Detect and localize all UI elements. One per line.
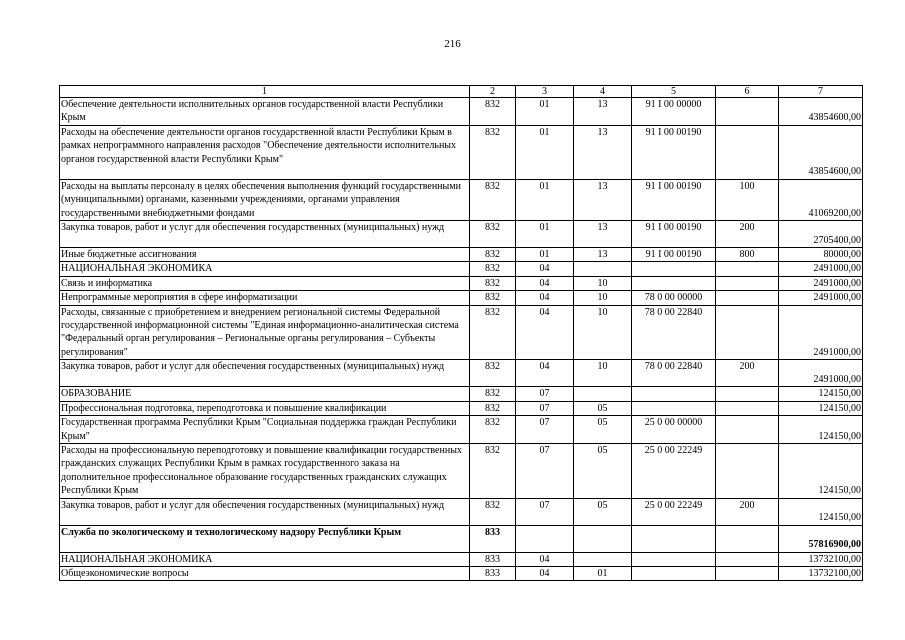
- expense-type-code: [716, 525, 779, 552]
- section-code: 04: [516, 262, 574, 276]
- expense-name: Закупка товаров, работ и услуг для обеспечения государственных (муниципальных) нужд: [60, 360, 470, 387]
- budget-table: [59, 85, 863, 581]
- expense-name: НАЦИОНАЛЬНАЯ ЭКОНОМИКА: [60, 262, 470, 276]
- subsection-code: 13: [574, 98, 632, 126]
- ministry-code: 832: [470, 443, 516, 498]
- column-header: 7: [779, 86, 863, 98]
- target-article-code: 91 I 00 00190: [632, 248, 716, 262]
- amount: 124150,00: [779, 498, 863, 525]
- section-code: 07: [516, 498, 574, 525]
- ministry-code: 832: [470, 498, 516, 525]
- target-article-code: [632, 566, 716, 580]
- section-code: 07: [516, 401, 574, 415]
- target-article-code: 91 I 00 00190: [632, 221, 716, 248]
- expense-name: Служба по экологическому и технологическому надзору Республики Крым: [60, 525, 470, 552]
- table-row: [60, 179, 863, 220]
- amount: 124150,00: [779, 416, 863, 444]
- target-article-code: 25 0 00 22249: [632, 498, 716, 525]
- section-code: 01: [516, 179, 574, 220]
- amount: 2491000,00: [779, 276, 863, 290]
- subsection-code: 13: [574, 248, 632, 262]
- section-code: 01: [516, 125, 574, 179]
- target-article-code: [632, 552, 716, 566]
- section-code: 01: [516, 98, 574, 126]
- target-article-code: [632, 387, 716, 401]
- expense-name: Расходы на профессиональную переподготовку и повышение квалификации государственных гражданских служащих Республики Крым в рамках государственного заказа на дополнительное профессиональное образование государственных гражданских служащих Республики Крым: [60, 443, 470, 498]
- section-code: 04: [516, 360, 574, 387]
- expense-name: ОБРАЗОВАНИЕ: [60, 387, 470, 401]
- subsection-code: 10: [574, 360, 632, 387]
- table-row: [60, 125, 863, 179]
- target-article-code: 91 I 00 00000: [632, 98, 716, 126]
- expense-name: Расходы, связанные с приобретением и внедрением региональной системы Федеральной государственной информационной системы "Единая информационно-аналитическая система "Федеральный орган регулирования – Региональные органы регулирования – Субъекты регулирования": [60, 305, 470, 360]
- expense-type-code: 800: [716, 248, 779, 262]
- column-header: 2: [470, 86, 516, 98]
- amount: 124150,00: [779, 443, 863, 498]
- subsection-code: 05: [574, 443, 632, 498]
- target-article-code: 91 I 00 00190: [632, 125, 716, 179]
- expense-type-code: [716, 552, 779, 566]
- section-code: 04: [516, 305, 574, 360]
- table-row: [60, 416, 863, 444]
- expense-name: Закупка товаров, работ и услуг для обеспечения государственных (муниципальных) нужд: [60, 498, 470, 525]
- section-code: 07: [516, 416, 574, 444]
- ministry-code: 832: [470, 305, 516, 360]
- subsection-code: 05: [574, 416, 632, 444]
- section-code: 04: [516, 552, 574, 566]
- expense-name: Непрограммные мероприятия в сфере информатизации: [60, 291, 470, 305]
- table-row: [60, 360, 863, 387]
- table-row: [60, 498, 863, 525]
- expense-type-code: [716, 276, 779, 290]
- amount: 124150,00: [779, 387, 863, 401]
- expense-name: Общеэкономические вопросы: [60, 566, 470, 580]
- table-row: [60, 221, 863, 248]
- section-code: [516, 525, 574, 552]
- expense-type-code: [716, 387, 779, 401]
- target-article-code: [632, 525, 716, 552]
- table-row: [60, 276, 863, 290]
- amount: 43854600,00: [779, 125, 863, 179]
- subsection-code: [574, 525, 632, 552]
- table-row: [60, 305, 863, 360]
- subsection-code: 10: [574, 276, 632, 290]
- table-row: [60, 98, 863, 126]
- ministry-code: 832: [470, 221, 516, 248]
- section-code: 07: [516, 443, 574, 498]
- table-row: [60, 248, 863, 262]
- ministry-code: 832: [470, 179, 516, 220]
- subsection-code: 10: [574, 291, 632, 305]
- column-number-row: [60, 86, 863, 98]
- column-header: 6: [716, 86, 779, 98]
- subsection-code: [574, 552, 632, 566]
- ministry-code: 832: [470, 98, 516, 126]
- ministry-code: 832: [470, 262, 516, 276]
- expense-type-code: 200: [716, 360, 779, 387]
- ministry-code: 832: [470, 291, 516, 305]
- ministry-code: 833: [470, 552, 516, 566]
- expense-type-code: [716, 566, 779, 580]
- expense-name: Расходы на обеспечение деятельности органов государственной власти Республики Крым в рамках непрограммного направления расходов "Обеспечение деятельности исполнительных органов государственной власти Республики Крым": [60, 125, 470, 179]
- expense-type-code: [716, 305, 779, 360]
- ministry-code: 833: [470, 566, 516, 580]
- section-code: 04: [516, 566, 574, 580]
- section-code: 01: [516, 221, 574, 248]
- subsection-code: 13: [574, 125, 632, 179]
- ministry-code: 832: [470, 401, 516, 415]
- expense-type-code: [716, 291, 779, 305]
- target-article-code: [632, 276, 716, 290]
- amount: 41069200,00: [779, 179, 863, 220]
- column-header: 1: [60, 86, 470, 98]
- target-article-code: 78 0 00 22840: [632, 305, 716, 360]
- table-row: [60, 443, 863, 498]
- column-header: 3: [516, 86, 574, 98]
- target-article-code: 25 0 00 00000: [632, 416, 716, 444]
- ministry-code: 833: [470, 525, 516, 552]
- table-row: [60, 387, 863, 401]
- table-row: [60, 401, 863, 415]
- expense-name: Расходы на выплаты персоналу в целях обеспечения выполнения функций государственными (муниципальными) органами, казенными учреждениями, органами управления государственными внебюджетными фондами: [60, 179, 470, 220]
- section-code: 01: [516, 248, 574, 262]
- expense-type-code: [716, 125, 779, 179]
- page-number: 216: [444, 38, 461, 50]
- amount: 2491000,00: [779, 305, 863, 360]
- subsection-code: 13: [574, 179, 632, 220]
- subsection-code: [574, 262, 632, 276]
- table-row: [60, 566, 863, 580]
- expense-name: Иные бюджетные ассигнования: [60, 248, 470, 262]
- target-article-code: [632, 262, 716, 276]
- expense-type-code: [716, 443, 779, 498]
- target-article-code: 78 0 00 22840: [632, 360, 716, 387]
- ministry-code: 832: [470, 416, 516, 444]
- column-header: 4: [574, 86, 632, 98]
- expense-type-code: 100: [716, 179, 779, 220]
- amount: 80000,00: [779, 248, 863, 262]
- ministry-code: 832: [470, 360, 516, 387]
- amount: 13732100,00: [779, 552, 863, 566]
- target-article-code: 91 I 00 00190: [632, 179, 716, 220]
- ministry-code: 832: [470, 387, 516, 401]
- amount: 2491000,00: [779, 291, 863, 305]
- expense-name: Обеспечение деятельности исполнительных органов государственной власти Республики Крым: [60, 98, 470, 126]
- amount: 43854600,00: [779, 98, 863, 126]
- subsection-code: 05: [574, 401, 632, 415]
- section-code: 07: [516, 387, 574, 401]
- target-article-code: [632, 401, 716, 415]
- subsection-code: 13: [574, 221, 632, 248]
- subsection-code: 01: [574, 566, 632, 580]
- expense-type-code: [716, 401, 779, 415]
- table-row: [60, 291, 863, 305]
- ministry-code: 832: [470, 248, 516, 262]
- expense-name: Связь и информатика: [60, 276, 470, 290]
- expense-type-code: [716, 416, 779, 444]
- amount: 2705400,00: [779, 221, 863, 248]
- expense-type-code: 200: [716, 498, 779, 525]
- table-row: [60, 552, 863, 566]
- expense-name: Государственная программа Республики Крым "Социальная поддержка граждан Республики Крым": [60, 416, 470, 444]
- subsection-code: 10: [574, 305, 632, 360]
- ministry-code: 832: [470, 276, 516, 290]
- target-article-code: 78 0 00 00000: [632, 291, 716, 305]
- section-code: 04: [516, 291, 574, 305]
- table-row: [60, 262, 863, 276]
- amount: 2491000,00: [779, 360, 863, 387]
- subsection-code: [574, 387, 632, 401]
- column-header: 5: [632, 86, 716, 98]
- subsection-code: 05: [574, 498, 632, 525]
- expense-type-code: [716, 98, 779, 126]
- amount: 13732100,00: [779, 566, 863, 580]
- amount: 57816900,00: [779, 525, 863, 552]
- target-article-code: 25 0 00 22249: [632, 443, 716, 498]
- section-code: 04: [516, 276, 574, 290]
- amount: 2491000,00: [779, 262, 863, 276]
- expense-name: Профессиональная подготовка, переподготовка и повышение квалификации: [60, 401, 470, 415]
- expense-name: Закупка товаров, работ и услуг для обеспечения государственных (муниципальных) нужд: [60, 221, 470, 248]
- amount: 124150,00: [779, 401, 863, 415]
- ministry-code: 832: [470, 125, 516, 179]
- table-row: [60, 525, 863, 552]
- expense-name: НАЦИОНАЛЬНАЯ ЭКОНОМИКА: [60, 552, 470, 566]
- expense-type-code: [716, 262, 779, 276]
- expense-type-code: 200: [716, 221, 779, 248]
